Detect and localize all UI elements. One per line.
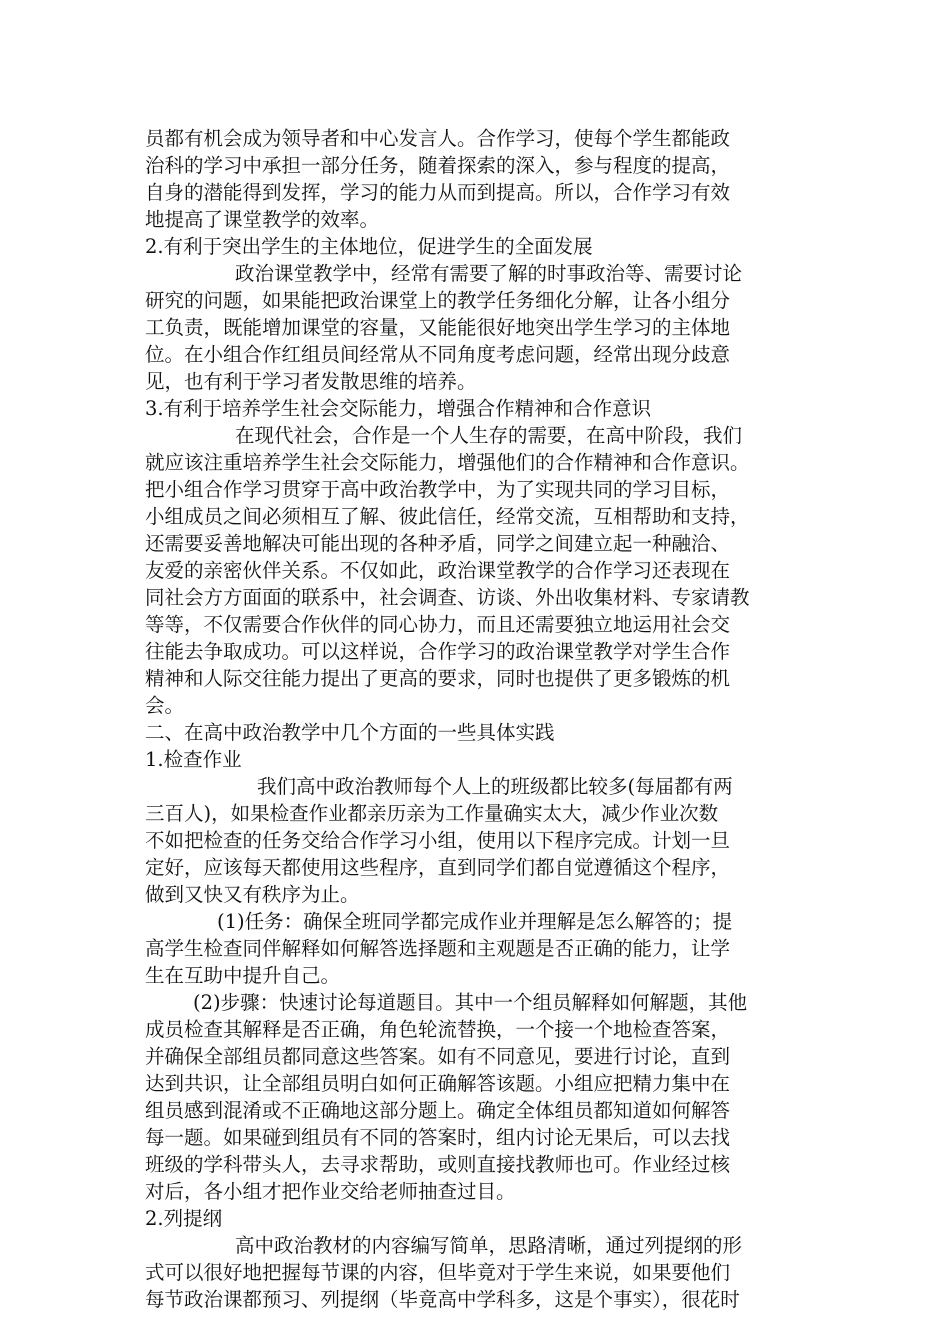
text-line: 会。: [145, 694, 185, 717]
text-line: 在现代社会，合作是一个人生存的需要，在高中阶段，我们: [235, 424, 743, 447]
text-line: 高中政治教材的内容编写简单，思路清晰，通过列提纲的形: [235, 1234, 743, 1257]
text-line: 精神和人际交往能力提出了更高的要求，同时也提供了更多锻炼的机: [145, 667, 731, 690]
paragraph: [145, 989, 810, 1205]
paragraph: [145, 908, 810, 989]
text-line: 小组成员之间必须相互了解、彼此信任，经常交流，互相帮助和支持，: [145, 505, 750, 528]
text-line: 见，也有利于学习者发散思维的培养。: [145, 370, 477, 393]
text-line: 地提高了课堂教学的效率。: [145, 208, 380, 231]
text-line: 3.有利于培养学生社会交际能力，增强合作精神和合作意识: [145, 397, 652, 420]
text-line: 每一题。如果碰到组员有不同的答案时，组内讨论无果后，可以去找: [145, 1126, 731, 1149]
text-line: 2.有利于突出学生的主体地位，促进学生的全面发展: [145, 235, 593, 258]
text-line: 把小组合作学习贯穿于高中政治教学中，为了实现共同的学习目标，: [145, 478, 731, 501]
text-line: 式可以很好地把握每节课的内容，但毕竟对于学生来说，如果要他们: [145, 1261, 731, 1284]
paragraph: [145, 260, 810, 395]
text-line: 组员感到混淆或不正确地这部分题上。确定全体组员都知道如何解答: [145, 1099, 731, 1122]
text-line: 二、在高中政治教学中几个方面的一些具体实践: [145, 721, 555, 744]
text-line: 友爱的亲密伙伴关系。不仅如此，政治课堂教学的合作学习还表现在: [145, 559, 731, 582]
text-line: 研究的问题，如果能把政治课堂上的教学任务细化分解，让各小组分: [145, 289, 731, 312]
text-line: 做到又快又有秩序为止。: [145, 883, 360, 906]
text-line: 工负责，既能增加课堂的容量，又能能很好地突出学生学习的主体地: [145, 316, 731, 339]
paragraph: [145, 1232, 810, 1313]
text-line: 每节政治课都预习、列提纲（毕竟高中学科多，这是个事实），很花时: [145, 1288, 740, 1311]
text-line: 定好，应该每天都使用这些程序，直到同学们都自觉遵循这个程序，: [145, 856, 731, 879]
text-line: 政治课堂教学中，经常有需要了解的时事政治等、需要讨论: [235, 262, 743, 285]
text-line: 不如把检查的任务交给合作学习小组，使用以下程序完成。计划一旦: [145, 829, 731, 852]
paragraph: [145, 773, 810, 908]
text-line: 成员检查其解释是否正确，角色轮流替换，一个接一个地检查答案，: [145, 1018, 731, 1041]
text-line: 位。在小组合作红组员间经常从不同角度考虑问题，经常出现分歧意: [145, 343, 731, 366]
text-line: 2.列提纲: [145, 1207, 223, 1230]
text-line: 生在互助中提升自己。: [145, 964, 341, 987]
subsection-heading: [145, 1205, 810, 1232]
text-line: (2)步骤：快速讨论每道题目。其中一个组员解释如何解题，其他: [193, 991, 748, 1014]
text-line: (1)任务：确保全班同学都完成作业并理解是怎么解答的；提: [217, 910, 733, 933]
section-heading: [145, 233, 810, 260]
paragraph: [145, 422, 810, 719]
text-line: 班级的学科带头人，去寻求帮助，或则直接找教师也可。作业经过核: [145, 1153, 731, 1176]
text-line: 同社会方方面面的联系中，社会调查、访谈、外出收集材料、专家请教: [145, 586, 750, 609]
text-line: 还需要妥善地解决可能出现的各种矛盾，同学之间建立起一种融洽、: [145, 532, 731, 555]
text-line: 三百人)，如果检查作业都亲历亲为工作量确实太大，减少作业次数: [145, 802, 719, 825]
text-line: 对后，各小组才把作业交给老师抽查过目。: [145, 1180, 516, 1203]
section-heading: [145, 395, 810, 422]
text-line: 高学生检查同伴解释如何解答选择题和主观题是否正确的能力，让学: [145, 937, 731, 960]
subsection-heading: [145, 746, 810, 773]
document-body: [145, 125, 810, 1313]
text-line: 自身的潜能得到发挥，学习的能力从而到提高。所以，合作学习有效: [145, 181, 731, 204]
text-line: 就应该注重培养学生社会交际能力，增强他们的合作精神和合作意识。: [145, 451, 750, 474]
text-line: 并确保全部组员都同意这些答案。如有不同意见，要进行讨论，直到: [145, 1045, 731, 1068]
text-line: 员都有机会成为领导者和中心发言人。合作学习，使每个学生都能政: [145, 127, 731, 150]
text-line: 等等，不仅需要合作伙伴的同心协力，而且还需要独立地运用社会交: [145, 613, 731, 636]
text-line: 往能去争取成功。可以这样说，合作学习的政治课堂教学对学生合作: [145, 640, 731, 663]
text-line: 治科的学习中承担一部分任务，随着探索的深入，参与程度的提高，: [145, 154, 731, 177]
text-line: 1.检查作业: [145, 748, 242, 771]
text-line: 我们高中政治教师每个人上的班级都比较多(每届都有两: [257, 775, 733, 798]
section-heading: [145, 719, 810, 746]
paragraph: [145, 125, 810, 233]
text-line: 达到共识，让全部组员明白如何正确解答该题。小组应把精力集中在: [145, 1072, 731, 1095]
